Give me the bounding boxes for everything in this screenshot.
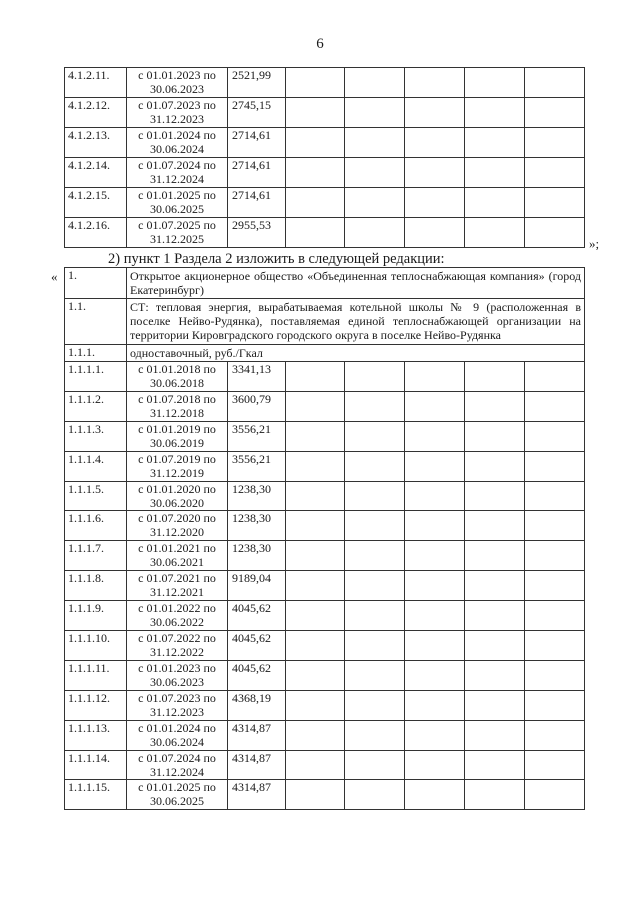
empty-cell [465,720,525,750]
empty-cell [405,451,465,481]
empty-cell [286,218,345,248]
table-row [65,660,585,690]
empty-cell [465,571,525,601]
empty-cell [405,158,465,188]
row-number: 1.1.1.6. [65,511,127,541]
empty-cell [286,511,345,541]
row-number: 1.1. [65,299,127,345]
page-number: 6 [316,36,324,52]
table-row [65,158,585,188]
period-cell: с 01.01.2024 по 30.06.2024 [127,128,228,158]
table-row [65,188,585,218]
empty-cell [286,780,345,810]
empty-cell [465,218,525,248]
rate-type-label: одноставочный, руб./Гкал [127,345,585,362]
empty-cell [525,750,585,780]
empty-cell [345,451,405,481]
empty-cell [286,188,345,218]
empty-cell [345,720,405,750]
row-number: 1.1.1.7. [65,541,127,571]
table-row [65,541,585,571]
tariff-value: 4368,19 [228,690,286,720]
amendment-instruction: 2) пункт 1 Раздела 2 изложить в следующей редакции: [108,251,445,267]
tariff-value: 9189,04 [228,571,286,601]
empty-cell [405,68,465,98]
period-cell: с 01.07.2019 по 31.12.2019 [127,451,228,481]
period-cell: с 01.07.2018 по 31.12.2018 [127,391,228,421]
period-cell: с 01.01.2018 по 30.06.2018 [127,362,228,392]
empty-cell [405,720,465,750]
empty-cell [286,690,345,720]
empty-cell [525,720,585,750]
closing-quote-mark: »; [589,236,600,251]
empty-cell [405,511,465,541]
period-cell: с 01.07.2023 по 31.12.2023 [127,98,228,128]
empty-cell [525,218,585,248]
empty-cell [405,690,465,720]
row-number: 1.1.1.9. [65,601,127,631]
empty-cell [405,541,465,571]
empty-cell [286,421,345,451]
row-number: 4.1.2.11. [65,68,127,98]
empty-cell [525,158,585,188]
empty-cell [465,158,525,188]
empty-cell [525,511,585,541]
table-row [65,690,585,720]
empty-cell [345,362,405,392]
empty-cell [345,188,405,218]
period-cell: с 01.01.2020 по 30.06.2020 [127,481,228,511]
empty-cell [345,660,405,690]
empty-cell [405,218,465,248]
empty-cell [465,541,525,571]
empty-cell [345,391,405,421]
row-number: 1.1.1.10. [65,631,127,661]
empty-cell [525,128,585,158]
empty-cell [405,601,465,631]
empty-cell [405,750,465,780]
table-row [65,218,585,248]
row-number: 1.1.1.3. [65,421,127,451]
empty-cell [525,631,585,661]
table-row [65,98,585,128]
row-number: 1.1.1. [65,345,127,362]
empty-cell [525,421,585,451]
row-number: 4.1.2.15. [65,188,127,218]
tariff-value: 3600,79 [228,391,286,421]
empty-cell [345,601,405,631]
service-row [65,299,585,345]
tariff-table-new [64,267,585,810]
empty-cell [286,158,345,188]
period-cell: с 01.07.2024 по 31.12.2024 [127,158,228,188]
table-row [65,720,585,750]
tariff-value: 1238,30 [228,541,286,571]
period-cell: с 01.01.2024 по 30.06.2024 [127,720,228,750]
empty-cell [345,690,405,720]
empty-cell [405,571,465,601]
row-number: 4.1.2.13. [65,128,127,158]
table-row [65,128,585,158]
period-cell: с 01.07.2023 по 31.12.2023 [127,690,228,720]
empty-cell [286,631,345,661]
empty-cell [405,98,465,128]
row-number: 4.1.2.14. [65,158,127,188]
empty-cell [286,362,345,392]
table-row [65,421,585,451]
empty-cell [525,541,585,571]
organization-name: Открытое акционерное общество «Объединенная теплоснабжающая компания» (город Екатеринбург) [127,268,585,299]
tariff-value: 3556,21 [228,421,286,451]
tariff-value: 1238,30 [228,481,286,511]
empty-cell [345,158,405,188]
empty-cell [286,391,345,421]
empty-cell [286,660,345,690]
table-row [65,481,585,511]
table-row [65,780,585,810]
period-cell: с 01.07.2021 по 31.12.2021 [127,571,228,601]
period-cell: с 01.07.2022 по 31.12.2022 [127,631,228,661]
empty-cell [345,541,405,571]
empty-cell [465,362,525,392]
empty-cell [345,571,405,601]
table-row [65,391,585,421]
empty-cell [465,511,525,541]
empty-cell [286,571,345,601]
tariff-value: 2714,61 [228,128,286,158]
empty-cell [525,690,585,720]
table-row [65,571,585,601]
empty-cell [405,780,465,810]
empty-cell [465,68,525,98]
table-row [65,601,585,631]
empty-cell [345,481,405,511]
empty-cell [525,391,585,421]
empty-cell [465,481,525,511]
empty-cell [345,421,405,451]
table-row [65,750,585,780]
empty-cell [465,690,525,720]
empty-cell [345,750,405,780]
empty-cell [286,601,345,631]
period-cell: с 01.01.2021 по 30.06.2021 [127,541,228,571]
empty-cell [345,68,405,98]
period-cell: с 01.07.2024 по 31.12.2024 [127,750,228,780]
empty-cell [465,660,525,690]
row-number: 1.1.1.14. [65,750,127,780]
table-row [65,451,585,481]
empty-cell [465,391,525,421]
tariff-table-continued [64,67,585,248]
empty-cell [405,362,465,392]
table-row [65,631,585,661]
empty-cell [286,128,345,158]
tariff-value: 4045,62 [228,601,286,631]
tariff-value: 3341,13 [228,362,286,392]
tariff-value: 2521,99 [228,68,286,98]
tariff-value: 4314,87 [228,720,286,750]
empty-cell [525,780,585,810]
empty-cell [465,98,525,128]
tariff-value: 4045,62 [228,631,286,661]
empty-cell [286,451,345,481]
period-cell: с 01.01.2019 по 30.06.2019 [127,421,228,451]
empty-cell [525,660,585,690]
row-number: 1.1.1.2. [65,391,127,421]
tariff-value: 1238,30 [228,511,286,541]
row-number: 4.1.2.12. [65,98,127,128]
empty-cell [525,571,585,601]
row-number: 1.1.1.1. [65,362,127,392]
period-cell: с 01.01.2023 по 30.06.2023 [127,68,228,98]
tariff-value: 2714,61 [228,188,286,218]
row-number: 1.1.1.12. [65,690,127,720]
empty-cell [525,601,585,631]
empty-cell [525,481,585,511]
empty-cell [405,421,465,451]
period-cell: с 01.07.2020 по 31.12.2020 [127,511,228,541]
service-description: СТ: тепловая энергия, вырабатываемая котельной школы № 9 (расположенная в поселке Нейво-Рудянка), поставляемая единой теплоснабжающей организации на территории Кировградского городского округа в поселке Нейво-Рудянка [127,299,585,345]
empty-cell [345,631,405,661]
empty-cell [465,451,525,481]
row-number: 1.1.1.8. [65,571,127,601]
period-cell: с 01.07.2025 по 31.12.2025 [127,218,228,248]
tariff-value: 2955,53 [228,218,286,248]
row-number: 1. [65,268,127,299]
empty-cell [405,660,465,690]
empty-cell [465,631,525,661]
tariff-value: 2714,61 [228,158,286,188]
empty-cell [465,750,525,780]
empty-cell [405,391,465,421]
empty-cell [345,780,405,810]
empty-cell [286,98,345,128]
empty-cell [286,541,345,571]
row-number: 1.1.1.5. [65,481,127,511]
empty-cell [465,780,525,810]
empty-cell [345,511,405,541]
empty-cell [405,188,465,218]
table-row [65,68,585,98]
rate-type-row [65,345,585,362]
empty-cell [286,481,345,511]
empty-cell [465,601,525,631]
row-number: 1.1.1.15. [65,780,127,810]
tariff-value: 2745,15 [228,98,286,128]
organization-row [65,268,585,299]
period-cell: с 01.01.2022 по 30.06.2022 [127,601,228,631]
period-cell: с 01.01.2023 по 30.06.2023 [127,660,228,690]
empty-cell [465,421,525,451]
empty-cell [465,188,525,218]
empty-cell [465,128,525,158]
tariff-value: 4314,87 [228,780,286,810]
table-row [65,362,585,392]
row-number: 1.1.1.11. [65,660,127,690]
period-cell: с 01.01.2025 по 30.06.2025 [127,188,228,218]
empty-cell [525,98,585,128]
row-number: 1.1.1.13. [65,720,127,750]
empty-cell [525,188,585,218]
tariff-value: 4045,62 [228,660,286,690]
table-row [65,511,585,541]
empty-cell [286,720,345,750]
row-number: 4.1.2.16. [65,218,127,248]
period-cell: с 01.01.2025 по 30.06.2025 [127,780,228,810]
empty-cell [405,631,465,661]
empty-cell [345,98,405,128]
empty-cell [405,128,465,158]
tariff-value: 4314,87 [228,750,286,780]
row-number: 1.1.1.4. [65,451,127,481]
empty-cell [286,750,345,780]
empty-cell [286,68,345,98]
empty-cell [405,481,465,511]
tariff-value: 3556,21 [228,451,286,481]
empty-cell [345,218,405,248]
empty-cell [345,128,405,158]
empty-cell [525,362,585,392]
opening-quote-mark: « [51,269,58,284]
empty-cell [525,451,585,481]
empty-cell [525,68,585,98]
